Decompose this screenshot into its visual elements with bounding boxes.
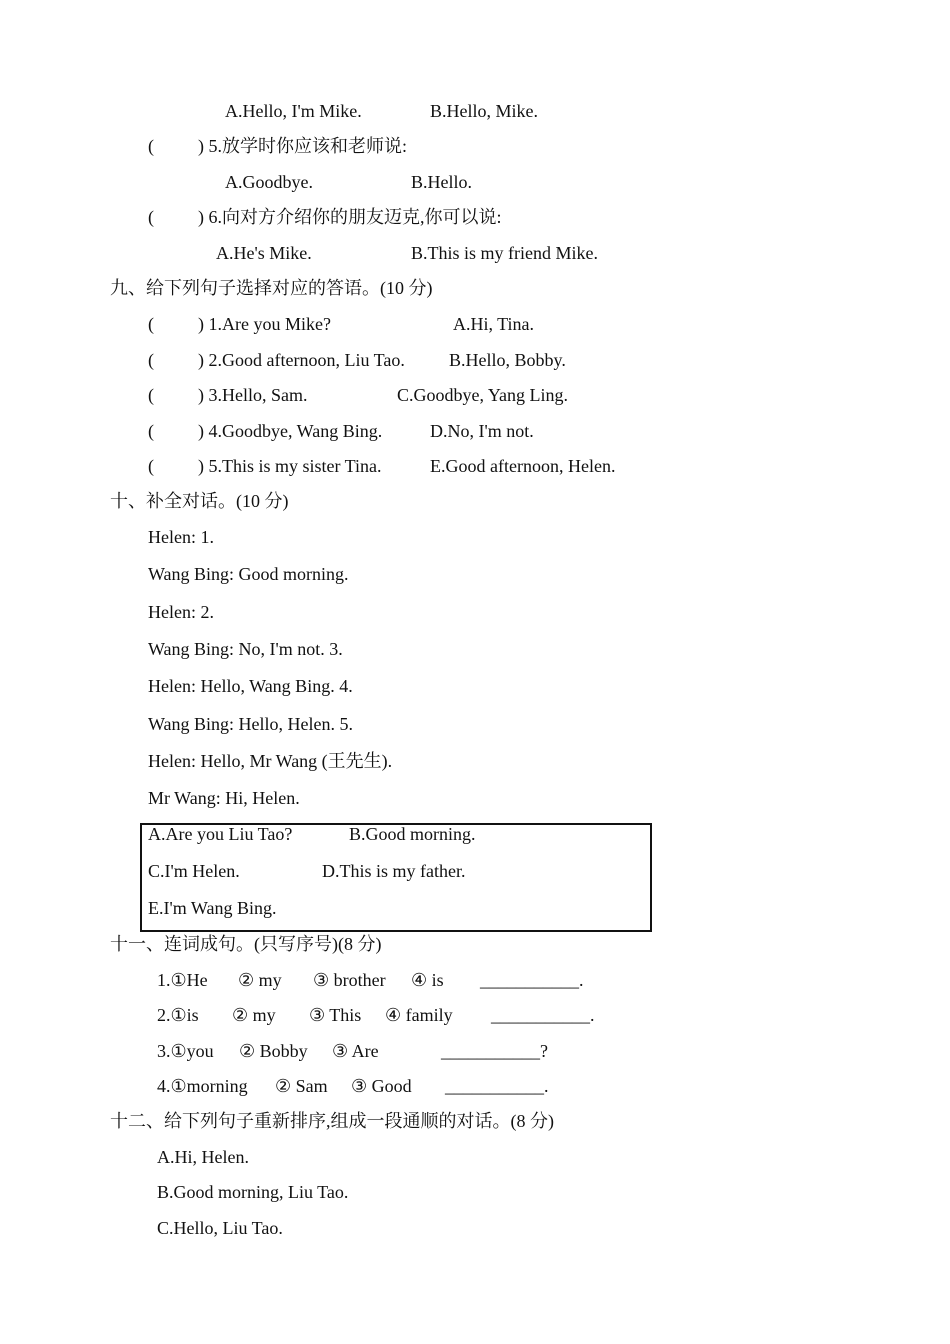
box-option-d: D.This is my father. bbox=[322, 861, 466, 881]
box-option-a: A.Are you Liu Tao? bbox=[148, 824, 293, 844]
q6-option-a: A.He's Mike. bbox=[216, 243, 312, 263]
word-token: ③ brother bbox=[313, 970, 386, 990]
match-option: E.Good afternoon, Helen. bbox=[430, 456, 616, 476]
dialogue-sentence: A.Hi, Helen. bbox=[157, 1147, 249, 1167]
dialogue-line: Mr Wang: Hi, Helen. bbox=[148, 788, 300, 808]
match-question: ) 1.Are you Mike? bbox=[198, 314, 331, 334]
dialogue-line: Wang Bing: Good morning. bbox=[148, 564, 349, 584]
answer-paren[interactable]: ( bbox=[148, 456, 154, 476]
question-stem: ) 6.向对方介绍你的朋友迈克,你可以说: bbox=[198, 207, 502, 227]
word-token: ③ Good bbox=[351, 1076, 412, 1096]
dialogue-line: Helen: Hello, Wang Bing. 4. bbox=[148, 676, 353, 696]
word-token: ④ family bbox=[385, 1005, 453, 1025]
word-token: ③ This bbox=[309, 1005, 362, 1025]
box-option-c: C.I'm Helen. bbox=[148, 861, 240, 881]
match-option: C.Goodbye, Yang Ling. bbox=[397, 385, 569, 405]
q4-option-b: B.Hello, Mike. bbox=[430, 101, 538, 121]
answer-paren[interactable]: ( bbox=[148, 136, 154, 156]
word-token: ② my bbox=[232, 1005, 276, 1025]
question-stem: ) 5.放学时你应该和老师说: bbox=[198, 136, 407, 156]
match-question: ) 3.Hello, Sam. bbox=[198, 385, 308, 405]
dialogue-line: Wang Bing: No, I'm not. 3. bbox=[148, 639, 343, 659]
answer-blank[interactable]: ___________. bbox=[491, 1005, 595, 1025]
answer-blank[interactable]: ___________. bbox=[445, 1076, 549, 1096]
word-token: 2.①is bbox=[157, 1005, 199, 1025]
answer-paren[interactable]: ( bbox=[148, 421, 154, 441]
section-9-title: 九、给下列句子选择对应的答语。(10 分) bbox=[110, 278, 433, 298]
match-option: A.Hi, Tina. bbox=[453, 314, 535, 334]
word-token: ④ is bbox=[411, 970, 444, 990]
dialogue-line: Wang Bing: Hello, Helen. 5. bbox=[148, 714, 354, 734]
dialogue-line: Helen: Hello, Mr Wang (王先生). bbox=[148, 751, 393, 771]
word-token: ③ Are bbox=[332, 1041, 379, 1061]
q5-option-b: B.Hello. bbox=[411, 172, 472, 192]
dialogue-sentence: B.Good morning, Liu Tao. bbox=[157, 1182, 349, 1202]
answer-paren[interactable]: ( bbox=[148, 314, 154, 334]
q5-option-a: A.Goodbye. bbox=[225, 172, 313, 192]
q6-option-b: B.This is my friend Mike. bbox=[411, 243, 598, 263]
box-option-e: E.I'm Wang Bing. bbox=[148, 898, 277, 918]
match-option: D.No, I'm not. bbox=[430, 421, 534, 441]
word-token: ② Sam bbox=[275, 1076, 328, 1096]
word-token: ② my bbox=[238, 970, 282, 990]
word-token: 1.①He bbox=[157, 970, 208, 990]
section-12-title: 十二、给下列句子重新排序,组成一段通顺的对话。(8 分) bbox=[110, 1111, 554, 1131]
word-token: 4.①morning bbox=[157, 1076, 248, 1096]
match-question: ) 5.This is my sister Tina. bbox=[198, 456, 382, 476]
answer-blank[interactable]: ___________. bbox=[480, 970, 584, 990]
answer-paren[interactable]: ( bbox=[148, 350, 154, 370]
q4-option-a: A.Hello, I'm Mike. bbox=[225, 101, 362, 121]
dialogue-sentence: C.Hello, Liu Tao. bbox=[157, 1218, 283, 1238]
section-11-title: 十一、连词成句。(只写序号)(8 分) bbox=[110, 934, 382, 954]
dialogue-line: Helen: 1. bbox=[148, 527, 214, 547]
section-10-title: 十、补全对话。(10 分) bbox=[110, 491, 289, 511]
box-option-b: B.Good morning. bbox=[349, 824, 476, 844]
word-token: ② Bobby bbox=[239, 1041, 308, 1061]
dialogue-line: Helen: 2. bbox=[148, 602, 214, 622]
answer-blank[interactable]: ___________? bbox=[441, 1041, 548, 1061]
answer-paren[interactable]: ( bbox=[148, 207, 154, 227]
match-question: ) 2.Good afternoon, Liu Tao. bbox=[198, 350, 405, 370]
match-option: B.Hello, Bobby. bbox=[449, 350, 566, 370]
word-token: 3.①you bbox=[157, 1041, 214, 1061]
answer-paren[interactable]: ( bbox=[148, 385, 154, 405]
match-question: ) 4.Goodbye, Wang Bing. bbox=[198, 421, 383, 441]
